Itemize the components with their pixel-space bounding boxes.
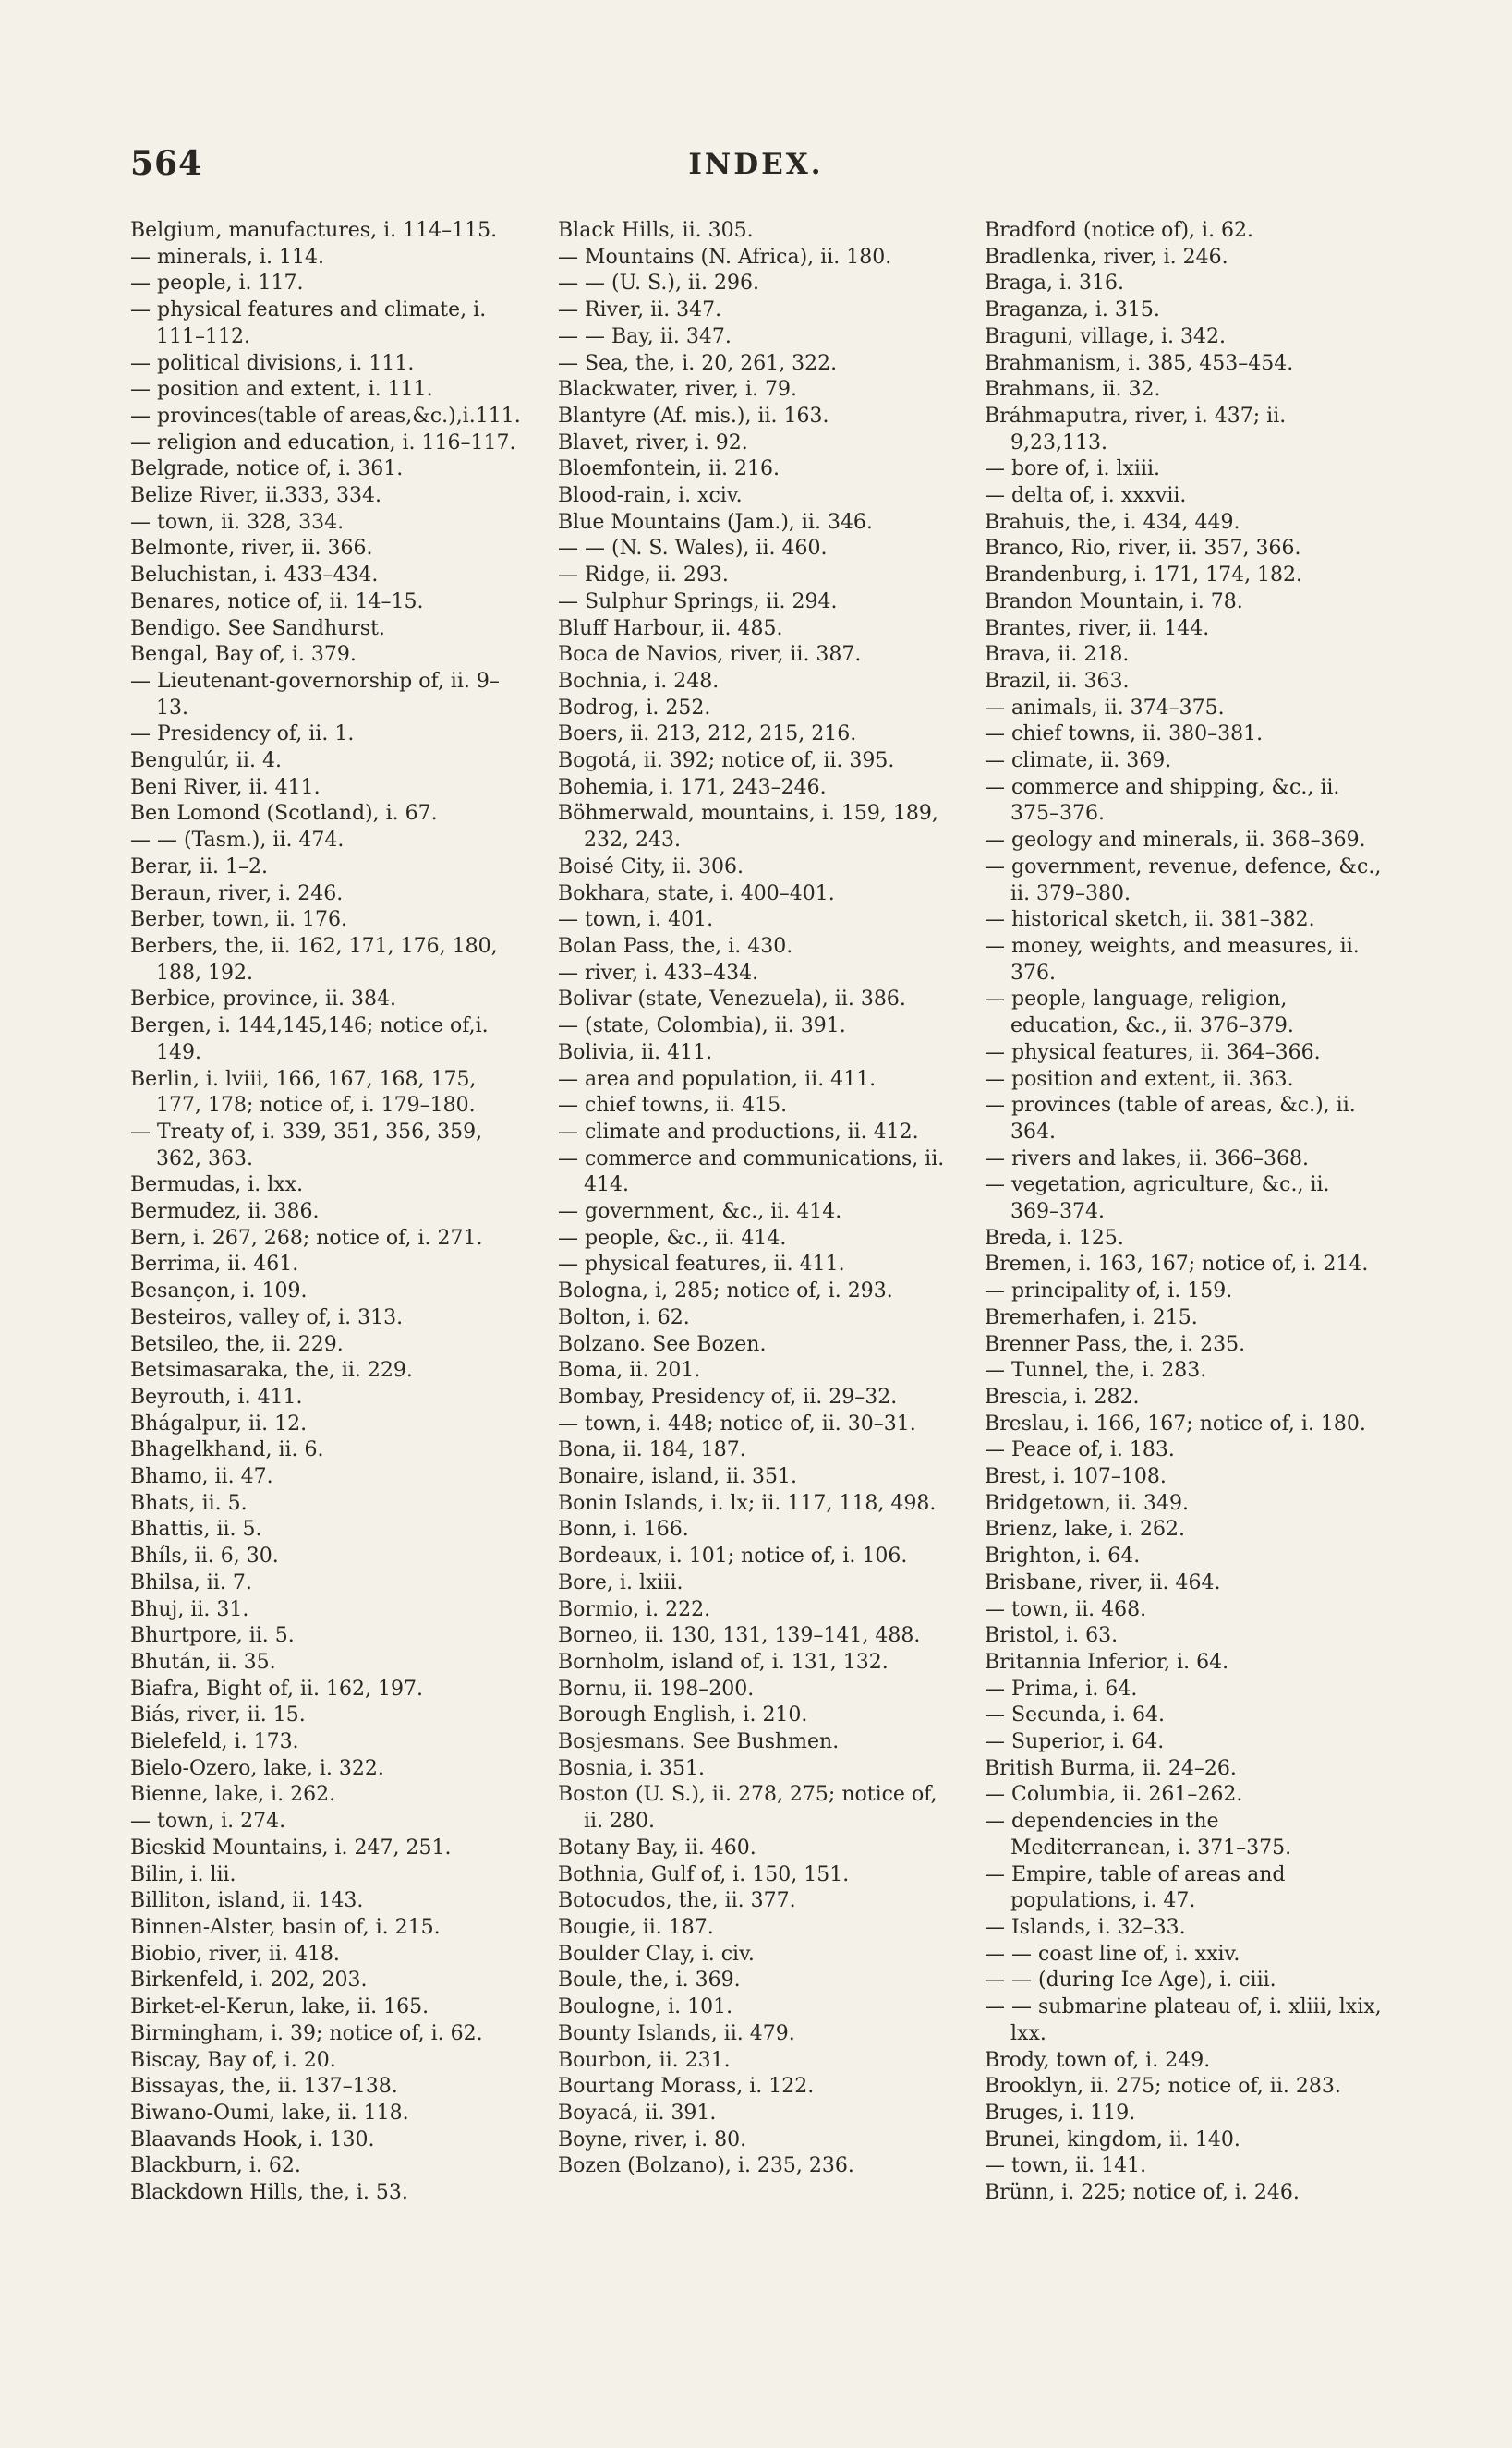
index-entry: Bhután, ii. 35. xyxy=(130,1650,276,1674)
index-entry: Bothnia, Gulf of, i. 150, 151. xyxy=(558,1862,850,1886)
index-entry: Brünn, i. 225; notice of, i. 246. xyxy=(985,2181,1300,2205)
index-entry: Betsileo, the, ii. 229. xyxy=(130,1332,344,1356)
index-entry: Bonin Islands, i. lx; ii. 117, 118, 498. xyxy=(558,1491,937,1515)
index-entry: Branco, Rio, river, ii. 357, 366. xyxy=(985,537,1301,561)
index-entry: Brenner Pass, the, i. 235. xyxy=(985,1332,1246,1356)
index-entry: Belgium, manufactures, i. 114–115. xyxy=(130,219,498,242)
index-entry: Boma, ii. 201. xyxy=(558,1359,701,1383)
index-entry: Biwano-Oumi, lake, ii. 118. xyxy=(130,2101,409,2125)
index-entry: Brahmanism, i. 385, 453–454. xyxy=(985,351,1294,375)
index-entry: — principality of, i. 159. xyxy=(985,1279,1233,1303)
index-entry: Boulogne, i. 101. xyxy=(558,1995,733,2019)
index-entry: Bieskid Mountains, i. 247, 251. xyxy=(130,1836,452,1860)
page-number: 564 xyxy=(130,144,203,183)
index-entry: Bhilsa, ii. 7. xyxy=(130,1570,252,1594)
index-entry: Bielo-Ozero, lake, i. 322. xyxy=(130,1756,384,1780)
index-entry: Braguni, village, i. 342. xyxy=(985,324,1226,348)
index-entry: — — (Tasm.), ii. 474. xyxy=(130,829,345,853)
index-entry: Bolan Pass, the, i. 430. xyxy=(558,934,793,958)
index-entry: Boca de Navios, river, ii. 387. xyxy=(558,643,862,667)
index-entry: — physical features, ii. 411. xyxy=(558,1253,845,1277)
index-entry: — position and extent, i. 111. xyxy=(130,378,433,402)
index-entry: — government, revenue, defence, &c., ii. 379–380. xyxy=(985,854,1382,905)
index-entry: — position and extent, ii. 363. xyxy=(985,1067,1294,1091)
index-entry: Bhagelkhand, ii. 6. xyxy=(130,1438,324,1462)
index-entry: Bruges, i. 119. xyxy=(985,2101,1136,2125)
index-entry: Bogotá, ii. 392; notice of, ii. 395. xyxy=(558,749,895,773)
index-entry: Brunei, kingdom, ii. 140. xyxy=(985,2127,1240,2151)
index-entry: Borneo, ii. 130, 131, 139–141, 488. xyxy=(558,1624,921,1648)
index-entry: Britannia Inferior, i. 64. xyxy=(985,1650,1229,1674)
index-entry: — Treaty of, i. 339, 351, 356, 359, 362, 363. xyxy=(130,1120,483,1170)
index-entry: Breslau, i. 166, 167; notice of, i. 180. xyxy=(985,1412,1366,1436)
index-entry: Bremen, i. 163, 167; notice of, i. 214. xyxy=(985,1253,1369,1277)
index-entry: Brandon Mountain, i. 78. xyxy=(985,589,1243,613)
index-entry: Bozen (Bolzano), i. 235, 236. xyxy=(558,2154,854,2178)
index-entry: Boulder Clay, i. civ. xyxy=(558,1942,755,1966)
index-entry: Bolivia, ii. 411. xyxy=(558,1040,713,1064)
index-entry: Biás, river, ii. 15. xyxy=(130,1703,306,1727)
running-head: INDEX. xyxy=(688,148,824,181)
index-entry: Brienz, lake, i. 262. xyxy=(985,1518,1185,1542)
index-entry: Bradford (notice of), i. 62. xyxy=(985,219,1254,242)
index-entry: Bermudas, i. lxx. xyxy=(130,1173,304,1197)
index-entry: — government, &c., ii. 414. xyxy=(558,1200,842,1224)
index-entry: Brava, ii. 218. xyxy=(985,643,1130,667)
index-entry: — climate, ii. 369. xyxy=(985,749,1172,773)
index-entry: Blantyre (Af. mis.), ii. 163. xyxy=(558,404,829,428)
index-entry: — — submarine plateau of, i. xliii, lxix, lxx. xyxy=(985,1995,1382,2045)
index-entry: Beluchistan, i. 433–434. xyxy=(130,564,379,588)
index-entry: Bolzano. See Bozen. xyxy=(558,1332,767,1356)
index-entry: Beyrouth, i. 411. xyxy=(130,1385,303,1409)
index-entry: — chief towns, ii. 380–381. xyxy=(985,722,1264,746)
index-entry: Bluff Harbour, ii. 485. xyxy=(558,616,783,640)
index-entry: Berbice, province, ii. 384. xyxy=(130,988,396,1012)
index-entry: Bristol, i. 63. xyxy=(985,1624,1119,1648)
index-entry: — river, i. 433–434. xyxy=(558,961,759,985)
index-entry: Bern, i. 267, 268; notice of, i. 271. xyxy=(130,1226,483,1250)
index-entry: Bosjesmans. See Bushmen. xyxy=(558,1730,840,1754)
index-entry: Breda, i. 125. xyxy=(985,1226,1124,1250)
index-entry: Brahmans, ii. 32. xyxy=(985,378,1161,402)
index-entry: Bhats, ii. 5. xyxy=(130,1491,248,1515)
index-entry: Bosnia, i. 351. xyxy=(558,1756,706,1780)
index-entry: Bonn, i. 166. xyxy=(558,1518,689,1542)
index-entry: Brody, town of, i. 249. xyxy=(985,2048,1211,2072)
index-entry: Bhattis, ii. 5. xyxy=(130,1518,262,1542)
index-entry: — provinces (table of areas, &c.), ii. 364. xyxy=(985,1094,1356,1144)
index-entry: Bloemfontein, ii. 216. xyxy=(558,457,780,481)
index-entry: Bolton, i. 62. xyxy=(558,1305,690,1329)
index-entry: Betsimasaraka, the, ii. 229. xyxy=(130,1359,413,1383)
index-entry: — commerce and shipping, &c., ii. 375–376. xyxy=(985,775,1340,826)
index-entry: Belize River, ii.333, 334. xyxy=(130,484,382,508)
index-entry: Berrima, ii. 461. xyxy=(130,1253,299,1277)
index-entry: — Tunnel, the, i. 283. xyxy=(985,1359,1207,1383)
index-entry: Bochnia, i. 248. xyxy=(558,669,720,693)
index-column-1 xyxy=(130,218,527,2207)
index-entry: Bologna, i, 285; notice of, i. 293. xyxy=(558,1279,893,1303)
index-entry: — Islands, i. 32–33. xyxy=(985,1916,1186,1939)
index-entry: Bornu, ii. 198–200. xyxy=(558,1677,755,1701)
index-entry: Ben Lomond (Scotland), i. 67. xyxy=(130,802,438,826)
index-entry: Birkenfeld, i. 202, 203. xyxy=(130,1969,368,1993)
index-entry: Bendigo. See Sandhurst. xyxy=(130,616,385,640)
index-entry: — Lieutenant-governorship of, ii. 9–13. xyxy=(130,669,500,720)
index-entry: Boyne, river, i. 80. xyxy=(558,2127,747,2151)
index-entry: Borough English, i. 210. xyxy=(558,1703,808,1727)
index-entry: — delta of, i. xxxvii. xyxy=(985,484,1187,508)
index-entry: Bhíls, ii. 6, 30. xyxy=(130,1545,279,1569)
index-entry: Bengulúr, ii. 4. xyxy=(130,749,282,773)
index-entry: — Peace of, i. 183. xyxy=(985,1438,1175,1462)
index-entry: Boule, the, i. 369. xyxy=(558,1969,741,1993)
index-column-3 xyxy=(985,218,1384,2207)
index-entry: Boers, ii. 213, 212, 215, 216. xyxy=(558,722,857,746)
index-entry: Bradlenka, river, i. 246. xyxy=(985,245,1228,269)
index-entry: — Superior, i. 64. xyxy=(985,1730,1165,1754)
index-entry: Boston (U. S.), ii. 278, 275; notice of, ii. 280. xyxy=(558,1783,937,1834)
index-entry: — chief towns, ii. 415. xyxy=(558,1094,788,1118)
index-entry: Besançon, i. 109. xyxy=(130,1279,308,1303)
index-entry: Black Hills, ii. 305. xyxy=(558,219,754,242)
index-entry: — vegetation, agriculture, &c., ii. 369–374. xyxy=(985,1173,1330,1224)
index-entry: Bohemia, i. 171, 243–246. xyxy=(558,775,827,799)
index-entry: Brisbane, river, ii. 464. xyxy=(985,1570,1221,1594)
index-entry: Brighton, i. 64. xyxy=(985,1545,1141,1569)
index-entry: — political divisions, i. 111. xyxy=(130,351,415,375)
index-entry: — — (N. S. Wales), ii. 460. xyxy=(558,537,828,561)
index-entry: — Ridge, ii. 293. xyxy=(558,564,729,588)
index-entry: Berber, town, ii. 176. xyxy=(130,908,348,932)
index-entry: Bráhmaputra, river, i. 437; ii. 9,23,113. xyxy=(985,404,1287,454)
index-entry: Brandenburg, i. 171, 174, 182. xyxy=(985,564,1303,588)
index-entry: — Secunda, i. 64. xyxy=(985,1703,1165,1727)
index-entry: — town, i. 448; notice of, ii. 30–31. xyxy=(558,1412,916,1436)
index-entry: — rivers and lakes, ii. 366–368. xyxy=(985,1146,1309,1170)
index-entry: Besteiros, valley of, i. 313. xyxy=(130,1305,404,1329)
index-entry: Bielefeld, i. 173. xyxy=(130,1730,299,1754)
index-entry: Beraun, river, i. 246. xyxy=(130,881,344,905)
index-entry: — town, ii. 141. xyxy=(985,2154,1147,2178)
index-entry: Billiton, island, ii. 143. xyxy=(130,1889,364,1913)
index-entry: Brest, i. 107–108. xyxy=(985,1465,1167,1489)
index-entry: Bounty Islands, ii. 479. xyxy=(558,2021,795,2045)
index-entry: Böhmerwald, mountains, i. 159, 189, 232, 243. xyxy=(558,802,938,853)
index-entry: Boisé City, ii. 306. xyxy=(558,854,744,879)
index-entry: Bougie, ii. 187. xyxy=(558,1916,714,1939)
index-entry: Blavet, river, i. 92. xyxy=(558,430,748,454)
index-entry: — people, &c., ii. 414. xyxy=(558,1226,787,1250)
index-entry: Bolivar (state, Venezuela), ii. 386. xyxy=(558,988,906,1012)
index-entry: — physical features and climate, i. 111–112. xyxy=(130,298,487,348)
index-entry: Beni River, ii. 411. xyxy=(130,775,321,799)
index-entry: — area and population, ii. 411. xyxy=(558,1067,877,1091)
index-entry: — Mountains (N. Africa), ii. 180. xyxy=(558,245,892,269)
index-entry: Bombay, Presidency of, ii. 29–32. xyxy=(558,1385,898,1409)
index-entry: Bore, i. lxiii. xyxy=(558,1570,683,1594)
index-entry: — Columbia, ii. 261–262. xyxy=(985,1783,1243,1807)
index-entry: — — Bay, ii. 347. xyxy=(558,324,732,348)
index-entry: Biscay, Bay of, i. 20. xyxy=(130,2048,336,2072)
index-entry: — climate and productions, ii. 412. xyxy=(558,1120,919,1144)
index-entry: Bridgetown, ii. 349. xyxy=(985,1491,1190,1515)
index-entry: Bremerhafen, i. 215. xyxy=(985,1305,1198,1329)
index-entry: Brescia, i. 282. xyxy=(985,1385,1140,1409)
index-entry: Bornholm, island of, i. 131, 132. xyxy=(558,1650,889,1674)
index-entry: Boyacá, ii. 391. xyxy=(558,2101,717,2125)
index-entry: Bengal, Bay of, i. 379. xyxy=(130,643,357,667)
index-entry: Blaavands Hook, i. 130. xyxy=(130,2127,375,2151)
index-entry: — provinces(table of areas,&c.),i.111. xyxy=(130,404,521,428)
index-entry: Birmingham, i. 39; notice of, i. 62. xyxy=(130,2021,483,2045)
index-entry: — physical features, ii. 364–366. xyxy=(985,1040,1321,1064)
index-entry: — town, ii. 468. xyxy=(985,1597,1147,1621)
index-entry: Brazil, ii. 363. xyxy=(985,669,1130,693)
index-entry: Botocudos, the, ii. 377. xyxy=(558,1889,796,1913)
index-entry: Bilin, i. lii. xyxy=(130,1862,236,1886)
index-entry: — Sea, the, i. 20, 261, 322. xyxy=(558,351,838,375)
index-entry: Brooklyn, ii. 275; notice of, ii. 283. xyxy=(985,2075,1341,2099)
index-entry: Berbers, the, ii. 162, 171, 176, 180, 188, 192. xyxy=(130,934,498,985)
index-entry: Bergen, i. 144,145,146; notice of,i. 149. xyxy=(130,1014,489,1064)
index-entry: Benares, notice of, ii. 14–15. xyxy=(130,589,424,613)
index-entry: Bienne, lake, i. 262. xyxy=(130,1783,336,1807)
index-entry: — people, language, religion, education, &c., ii. 376–379. xyxy=(985,988,1294,1038)
index-entry: Blood-rain, i. xciv. xyxy=(558,484,743,508)
index-entry: Bhamo, ii. 47. xyxy=(130,1465,273,1489)
index-entry: — — coast line of, i. xxiv. xyxy=(985,1942,1240,1966)
index-entry: Biafra, Bight of, ii. 162, 197. xyxy=(130,1677,423,1701)
index-entry: — River, ii. 347. xyxy=(558,298,722,322)
index-entry: Bormio, i. 222. xyxy=(558,1597,711,1621)
index-entry: Bermudez, ii. 386. xyxy=(130,1200,320,1224)
index-entry: Bhágalpur, ii. 12. xyxy=(130,1412,308,1436)
index-entry: Bokhara, state, i. 400–401. xyxy=(558,881,835,905)
index-entry: Braga, i. 316. xyxy=(985,272,1124,296)
index-entry: — town, ii. 328, 334. xyxy=(130,510,345,534)
index-entry: — Prima, i. 64. xyxy=(985,1677,1138,1701)
index-entry: Belgrade, notice of, i. 361. xyxy=(130,457,404,481)
index-entry: Bodrog, i. 252. xyxy=(558,696,711,720)
index-entry: — — (U. S.), ii. 296. xyxy=(558,272,759,296)
index-entry: — money, weights, and measures, ii. 376. xyxy=(985,934,1360,985)
index-entry: — (state, Colombia), ii. 391. xyxy=(558,1014,846,1038)
index-entry: Brahuis, the, i. 434, 449. xyxy=(985,510,1240,534)
index-entry: Brantes, river, ii. 144. xyxy=(985,616,1210,640)
index-entry: Bonaire, island, ii. 351. xyxy=(558,1465,798,1489)
index-entry: — religion and education, i. 116–117. xyxy=(130,430,516,454)
index-entry: — bore of, i. lxiii. xyxy=(985,457,1161,481)
index-entry: Bourtang Morass, i. 122. xyxy=(558,2075,815,2099)
index-entry: — dependencies in the Mediterranean, i. 371–375. xyxy=(985,1810,1292,1860)
index-entry: Birket-el-Kerun, lake, ii. 165. xyxy=(130,1995,429,2019)
index-entry: Bhuj, ii. 31. xyxy=(130,1597,249,1621)
index-entry: Berlin, i. lviii, 166, 167, 168, 175, 177, 178; notice of, i. 179–180. xyxy=(130,1067,477,1118)
index-entry: — — (during Ice Age), i. ciii. xyxy=(985,1969,1276,1993)
index-entry: Braganza, i. 315. xyxy=(985,298,1160,322)
index-entry: Bourbon, ii. 231. xyxy=(558,2048,731,2072)
index-entry: Bordeaux, i. 101; notice of, i. 106. xyxy=(558,1545,908,1569)
index-entry: — town, i. 401. xyxy=(558,908,714,932)
index-entry: — town, i. 274. xyxy=(130,1810,286,1834)
index-entry: — Sulphur Springs, ii. 294. xyxy=(558,589,838,613)
index-entry: Blackwater, river, i. 79. xyxy=(558,378,797,402)
index-column-2 xyxy=(558,218,955,2180)
index-entry: — animals, ii. 374–375. xyxy=(985,696,1225,720)
index-entry: — historical sketch, ii. 381–382. xyxy=(985,908,1315,932)
index-entry: Bissayas, the, ii. 137–138. xyxy=(130,2075,398,2099)
index-entry: Belmonte, river, ii. 366. xyxy=(130,537,373,561)
index-entry: — minerals, i. 114. xyxy=(130,245,325,269)
index-entry: — geology and minerals, ii. 368–369. xyxy=(985,829,1366,853)
index-entry: — Presidency of, ii. 1. xyxy=(130,722,355,746)
index-entry: Binnen-Alster, basin of, i. 215. xyxy=(130,1916,441,1939)
index-entry: Botany Bay, ii. 460. xyxy=(558,1836,756,1860)
index-entry: British Burma, ii. 24–26. xyxy=(985,1756,1237,1780)
index-entry: Blackdown Hills, the, i. 53. xyxy=(130,2181,408,2205)
index-entry: Berar, ii. 1–2. xyxy=(130,854,268,879)
index-entry: Blackburn, i. 62. xyxy=(130,2154,301,2178)
index-entry: Bona, ii. 184, 187. xyxy=(558,1438,746,1462)
index-entry: Biobio, river, ii. 418. xyxy=(130,1942,340,1966)
index-entry: — commerce and communications, ii. 414. xyxy=(558,1146,945,1197)
index-entry: Bhurtpore, ii. 5. xyxy=(130,1624,295,1648)
index-entry: Blue Mountains (Jam.), ii. 346. xyxy=(558,510,873,534)
index-entry: — people, i. 117. xyxy=(130,272,304,296)
index-entry: — Empire, table of areas and populations, i. 47. xyxy=(985,1862,1286,1913)
